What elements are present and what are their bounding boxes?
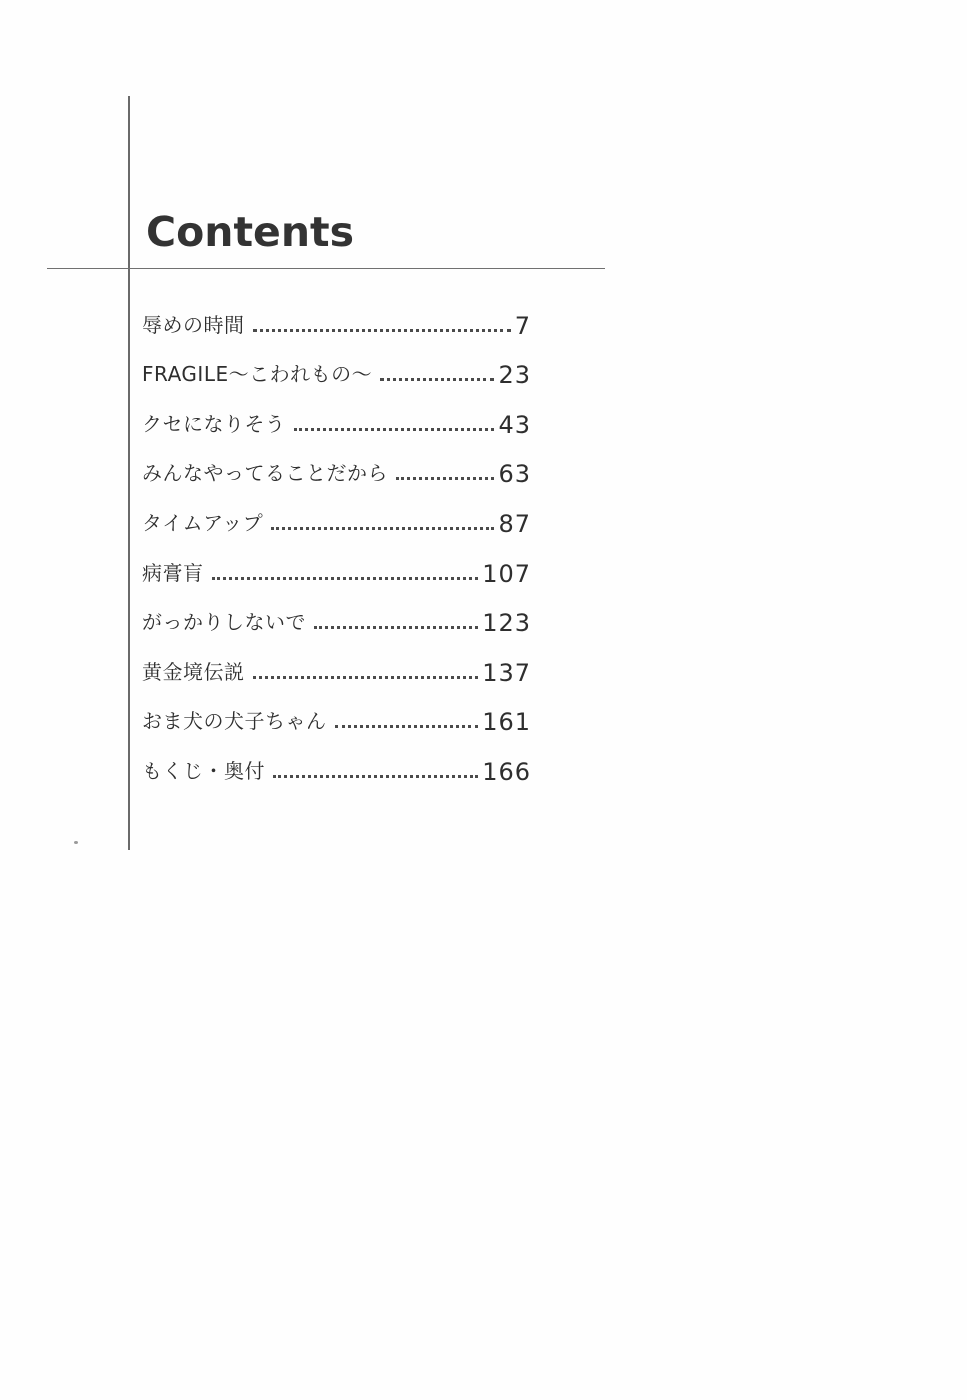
toc-entry-page: 137: [482, 658, 531, 687]
toc-entry: [142, 637, 531, 687]
dot-leader: [273, 775, 478, 778]
toc-entry-page: 87: [498, 509, 531, 538]
dot-leader: [314, 626, 478, 629]
toc-entry-title: おま犬の犬子ちゃん: [142, 709, 327, 734]
toc-entry-title: 黄金境伝説: [142, 659, 245, 684]
dot-leader: [253, 676, 479, 679]
toc-entry-title: 病膏肓: [142, 560, 204, 585]
toc-entry: [142, 687, 531, 737]
toc-entry: [142, 340, 531, 390]
toc-entry-page: 107: [482, 559, 531, 588]
dot-leader: [396, 477, 494, 480]
dot-leader: [271, 527, 494, 530]
dot-leader: [335, 725, 479, 728]
paper-speck: [74, 841, 78, 844]
toc-entry-page: 23: [498, 361, 531, 390]
dot-leader: [380, 378, 494, 381]
dot-leader: [212, 577, 479, 580]
horizontal-rule: [47, 268, 605, 269]
toc-entry-title: がっかりしないで: [142, 610, 306, 635]
toc-entry-title: もくじ・奥付: [142, 758, 265, 783]
toc-entry: [142, 588, 531, 638]
toc-entry-page: 161: [482, 708, 531, 737]
toc-entry-page: 7: [514, 311, 531, 340]
toc-entry-page: 123: [482, 609, 531, 638]
toc-entry-title: FRAGILE〜こわれもの〜: [142, 362, 373, 387]
toc-entry-title: タイムアップ: [142, 510, 264, 535]
toc-entry-title: みんなやってることだから: [142, 461, 388, 486]
toc-entry: [142, 488, 531, 538]
dot-leader: [294, 428, 495, 431]
toc-entry: [142, 290, 531, 340]
toc-entry-page: 166: [482, 757, 531, 786]
dot-leader: [253, 329, 511, 332]
page-title: Contents: [146, 208, 355, 256]
vertical-rule: [128, 96, 130, 850]
toc-entry-title: 辱めの時間: [142, 312, 245, 337]
toc-entry: [142, 389, 531, 439]
table-of-contents: [142, 290, 531, 786]
toc-entry: [142, 439, 531, 489]
toc-entry-title: クセになりそう: [142, 411, 286, 436]
toc-entry-page: 63: [498, 460, 531, 489]
toc-entry: [142, 736, 531, 786]
toc-entry-page: 43: [498, 410, 531, 439]
toc-entry: [142, 538, 531, 588]
